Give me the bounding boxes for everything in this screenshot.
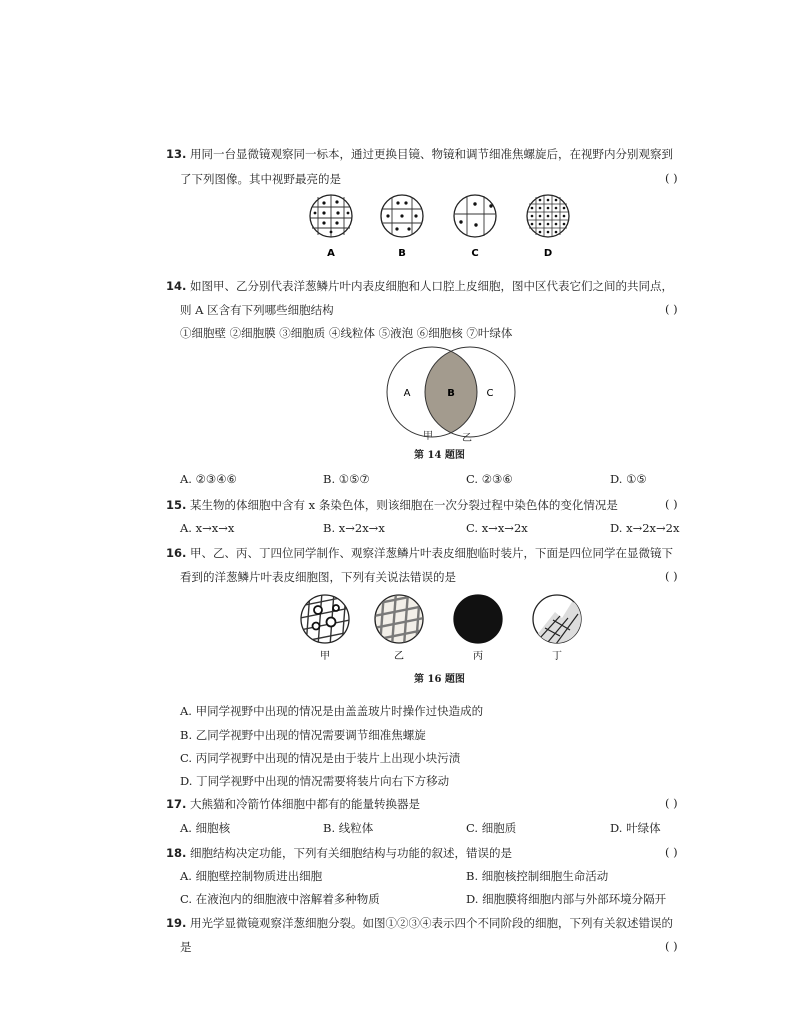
venn-diagram	[0, 345, 794, 441]
option-b[interactable]: B. ①⑤⑦	[323, 472, 370, 486]
question-number: 19.	[166, 916, 187, 930]
view-bing-icon	[454, 595, 502, 643]
answer-bracket: ( )	[665, 497, 678, 511]
venn-label-left: 甲	[423, 431, 433, 442]
question-19	[166, 915, 673, 931]
question-number: 16.	[166, 546, 187, 560]
question-13	[166, 146, 673, 162]
field-d-icon	[527, 195, 569, 237]
question-number: 18.	[166, 846, 187, 860]
view-label-ding: 丁	[552, 651, 562, 662]
venn-region-a: A	[403, 388, 411, 399]
field-a-label: A	[327, 248, 335, 259]
option-c[interactable]: C. ②③⑥	[466, 472, 513, 486]
structure-list: ①细胞壁 ②细胞膜 ③细胞质 ④线粒体 ⑤液泡 ⑥细胞核 ⑦叶绿体	[180, 326, 513, 340]
question-text-cont: 是	[180, 940, 192, 954]
question-text-cont: 了下列图像。其中视野最亮的是	[180, 172, 341, 186]
question-17	[166, 796, 420, 812]
option-c[interactable]: C. 细胞质	[466, 821, 517, 835]
view-label-bing: 丙	[473, 651, 483, 662]
field-b-icon	[381, 195, 423, 237]
field-b-label: B	[398, 248, 406, 259]
view-label-yi: 乙	[394, 651, 404, 662]
field-c-label: C	[471, 248, 479, 259]
question-text-cont: 看到的洋葱鳞片叶表皮细胞图，下列有关说法错误的是	[180, 570, 456, 584]
question-15	[166, 497, 618, 513]
view-label-jia: 甲	[320, 651, 330, 662]
venn-region-b: B	[447, 388, 455, 399]
option-a[interactable]: A. 细胞核	[180, 821, 231, 835]
question-text: 用同一台显微镜观察同一标本，通过更换目镜、物镜和调节细准焦螺旋后，在视野内分别观察到	[190, 147, 674, 161]
option-b[interactable]: B. x→2x→x	[323, 521, 385, 535]
option-c[interactable]: C. x→x→2x	[466, 521, 528, 535]
field-d-label: D	[543, 248, 553, 259]
view-yi-icon	[374, 592, 424, 646]
option-d[interactable]: D. x→2x→2x	[610, 521, 680, 535]
venn-region-c: C	[486, 388, 494, 399]
question-text: 某生物的体细胞中含有 x 条染色体，则该细胞在一次分裂过程中染色体的变化情况是	[190, 498, 618, 512]
question-text-cont: 则 A 区含有下列哪些细胞结构	[180, 303, 334, 317]
q13-microscope-fields-figure	[0, 192, 794, 272]
question-number: 15.	[166, 498, 187, 512]
option-c[interactable]: C. 在液泡内的细胞液中溶解着多种物质	[180, 892, 380, 906]
question-number: 13.	[166, 147, 187, 161]
option-b[interactable]: B. 线粒体	[323, 821, 374, 835]
q16-microscope-views-figure	[0, 592, 794, 662]
option-d[interactable]: D. 细胞膜将细胞内部与外部环境分隔开	[466, 892, 667, 906]
answer-bracket: ( )	[665, 939, 678, 953]
answer-bracket: ( )	[665, 845, 678, 859]
option-a[interactable]: A. x→x→x	[180, 521, 235, 535]
answer-bracket: ( )	[665, 171, 678, 185]
figure-caption: 第 14 题图	[414, 450, 465, 461]
option-d[interactable]: D. 丁同学视野中出现的情况需要将装片向右下方移动	[180, 774, 450, 788]
option-b[interactable]: B. 细胞核控制细胞生命活动	[466, 869, 609, 883]
option-d[interactable]: D. ①⑤	[610, 472, 647, 486]
view-ding-icon	[533, 595, 582, 652]
answer-bracket: ( )	[665, 569, 678, 583]
question-number: 17.	[166, 797, 187, 811]
question-16	[166, 545, 673, 561]
question-text: 细胞结构决定功能，下列有关细胞结构与功能的叙述，错误的是	[190, 846, 513, 860]
question-text: 用光学显微镜观察洋葱细胞分裂。如图①②③④表示四个不同阶段的细胞，下列有关叙述错误的	[190, 916, 674, 930]
answer-bracket: ( )	[665, 302, 678, 316]
question-18	[166, 845, 512, 861]
view-jia-icon	[300, 592, 350, 646]
answer-bracket: ( )	[665, 796, 678, 810]
venn-label-right: 乙	[462, 433, 472, 444]
option-b[interactable]: B. 乙同学视野中出现的情况需要调节细准焦螺旋	[180, 728, 426, 742]
question-14	[166, 278, 673, 294]
question-text: 大熊猫和冷箭竹体细胞中都有的能量转换器是	[190, 797, 421, 811]
question-number: 14.	[166, 279, 187, 293]
option-a[interactable]: A. ②③④⑥	[180, 472, 237, 486]
question-text: 如图甲、乙分别代表洋葱鳞片叶内表皮细胞和人口腔上皮细胞，图中区代表它们之间的共同点，	[190, 279, 674, 293]
option-a[interactable]: A. 细胞壁控制物质进出细胞	[180, 869, 323, 883]
figure-caption: 第 16 题图	[414, 674, 465, 685]
option-c[interactable]: C. 丙同学视野中出现的情况是由于装片上出现小块污渍	[180, 751, 461, 765]
field-c-icon	[454, 195, 496, 237]
option-a[interactable]: A. 甲同学视野中出现的情况是由盖盖玻片时操作过快造成的	[180, 704, 484, 718]
question-text: 甲、乙、丙、丁四位同学制作、观察洋葱鳞片叶表皮细胞临时装片，下面是四位同学在显微镜下	[190, 546, 674, 560]
option-d[interactable]: D. 叶绿体	[610, 821, 661, 835]
field-a-icon	[310, 195, 352, 237]
